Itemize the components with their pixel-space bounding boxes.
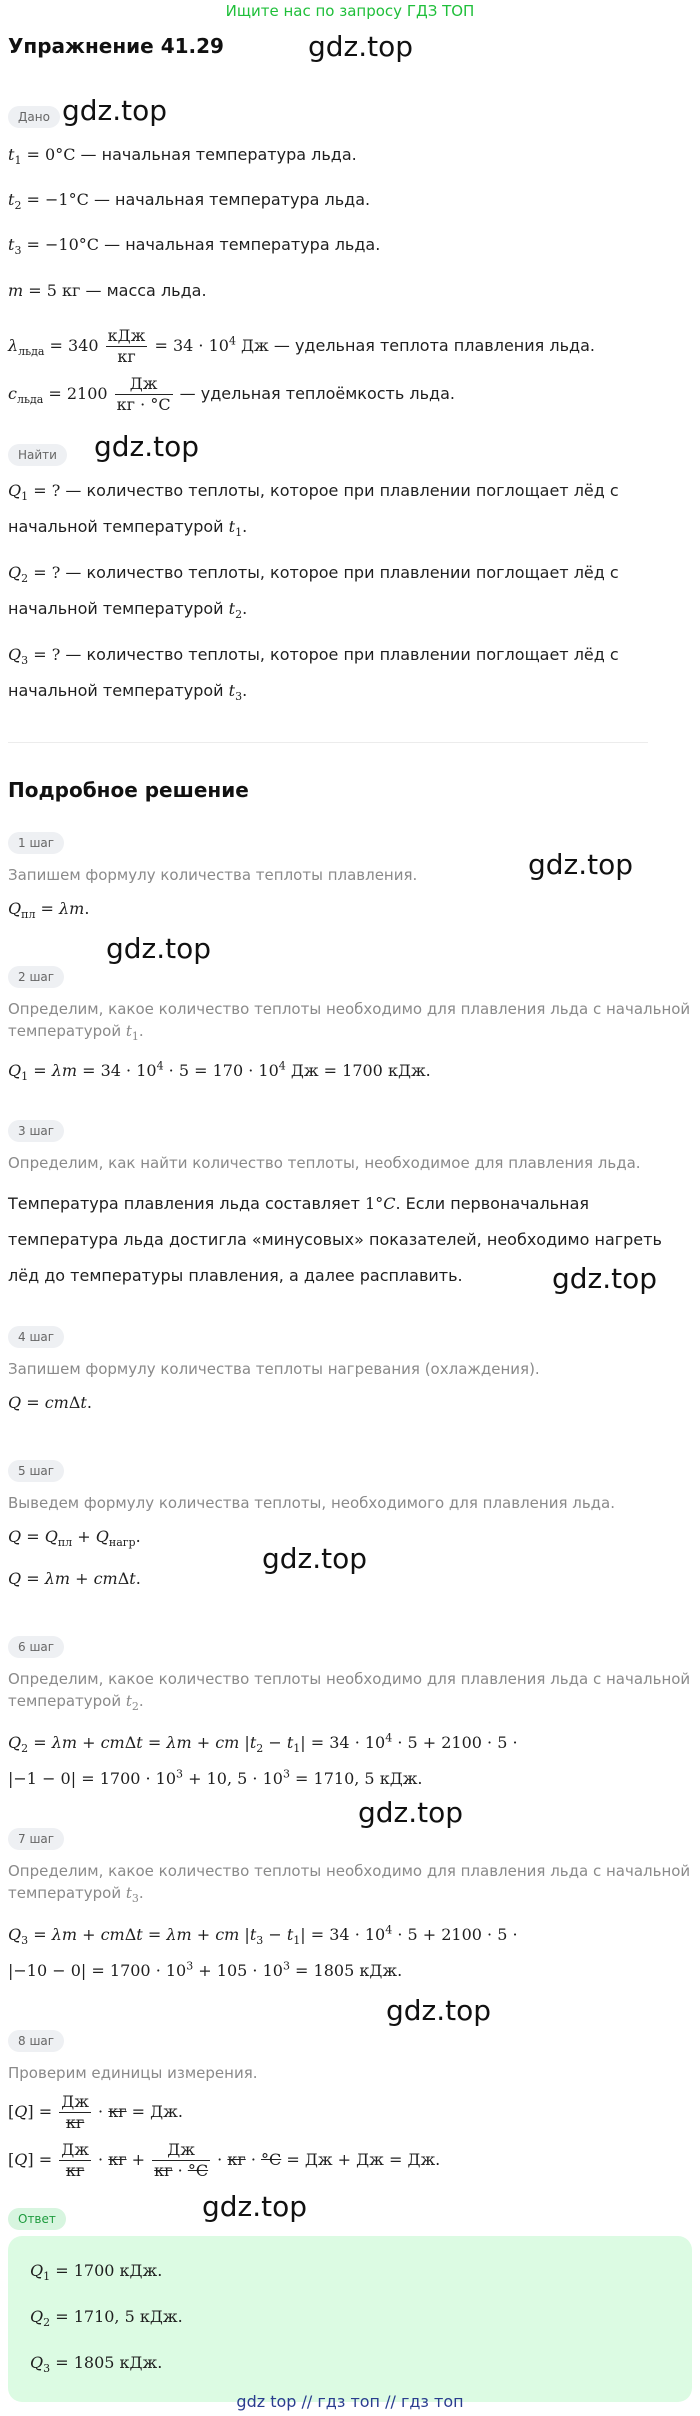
given-t1: $t_1 = 0^\circ C$ — начальная температура льда. (8, 145, 357, 168)
badge-answer: Ответ (8, 2208, 66, 2230)
answer-q2: $Q_2 = 1710$, 5 кДж. (30, 2307, 183, 2330)
given-c: $c_{льда} = 2100$ $\frac{Дж}{кг \cdot ^\circ C}$ — удельная теплоёмкость льда. (8, 374, 455, 414)
step7-text-line2: температурой $t_3$. (8, 1884, 144, 1905)
watermark: gdz.top (94, 430, 200, 463)
step3-text: Определим, как найти количество теплоты, необходимое для плавления льда. (8, 1154, 641, 1172)
divider (8, 742, 648, 743)
find-q1-line2: начальной температурой $t_1$. (8, 517, 248, 540)
top-banner[interactable]: Ищите нас по запросу ГДЗ ТОП (225, 2, 475, 20)
find-q2-line2: начальной температурой $t_2$. (8, 599, 248, 622)
badge-step8: 8 шаг (8, 2030, 64, 2052)
given-t3: $t_3 = -10^\circ C$ — начальная температура льда. (8, 235, 381, 258)
watermark: gdz.top (202, 2190, 308, 2223)
step8-formula2: [Q] = $\frac{Дж}{кг}$ · кг + $\frac{Дж}{кг \cdot ^\circ C}$ · кг · °C = Дж + Дж = Дж. (8, 2140, 441, 2180)
step2-text-line2: температурой $t_1$. (8, 1022, 144, 1043)
answer-box (8, 2236, 692, 2402)
step5-formula1: $Q = Q_{пл} + Q_{нагр}$. (8, 1527, 141, 1550)
step6-text-line1: Определим, какое количество теплоты необходимо для плавления льда с начальной (8, 1670, 691, 1688)
watermark: gdz.top (106, 932, 212, 965)
badge-step7: 7 шаг (8, 1828, 64, 1850)
watermark: gdz.top (62, 94, 168, 127)
badge-find: Найти (8, 444, 67, 466)
bottom-links[interactable]: gdz top // гдз топ // гдз топ (236, 2392, 464, 2411)
step4-formula: Q = cmΔt. (8, 1393, 92, 1412)
find-q2-line1: $Q_2$ = ? — количество теплоты, которое при плавлении поглощает лёд с (8, 563, 619, 586)
answer-q3: $Q_3 = 1805$ кДж. (30, 2353, 163, 2376)
step4-text: Запишем формулу количества теплоты нагревания (охлаждения). (8, 1360, 540, 1378)
watermark: gdz.top (262, 1542, 368, 1575)
find-q1-line1: $Q_1$ = ? — количество теплоты, которое при плавлении поглощает лёд с (8, 481, 619, 504)
step2-text-line1: Определим, какое количество теплоты необходимо для плавления льда с начальной (8, 1000, 691, 1018)
find-q3-line1: $Q_3$ = ? — количество теплоты, которое при плавлении поглощает лёд с (8, 645, 619, 668)
watermark: gdz.top (386, 1994, 492, 2027)
step1-formula: $Q_{пл} = \lambda m$. (8, 899, 90, 922)
step3-body-line2: температура льда достигла «минусовых» показателей, необходимо нагреть (8, 1230, 662, 1249)
step8-formula1: [Q] = $\frac{Дж}{кг}$ · кг = Дж. (8, 2092, 183, 2132)
badge-given: Дано (8, 106, 60, 128)
step3-body-line1: Температура плавления льда составляет 1°C. Если первоначальная (8, 1194, 589, 1213)
step7-text-line1: Определим, какое количество теплоты необходимо для плавления льда с начальной (8, 1862, 691, 1880)
step6-text-line2: температурой $t_2$. (8, 1692, 144, 1713)
step2-formula: $Q_1 = \lambda m = 34 \cdot 10^4 \cdot 5 = 170 \cdot 10^4$ Дж = 1700 кДж. (8, 1060, 431, 1084)
step6-formula-line2: $|-1 - 0| = 1700 \cdot 10^3 + 10$, $5 \cdot 10^3 = 1710$, 5 кДж. (8, 1768, 423, 1789)
watermark: gdz.top (552, 1262, 658, 1295)
answer-q1: $Q_1 = 1700$ кДж. (30, 2261, 163, 2284)
step8-text: Проверим единицы измерения. (8, 2064, 258, 2082)
badge-step5: 5 шаг (8, 1460, 64, 1482)
given-lambda: $\lambda_{льда} = 340$ $\frac{\text{кДж}}{кг}$ = $34 \cdot 10^4$ Дж — удельная теплота плавления льда. (8, 326, 595, 366)
step5-text: Выведем формулу количества теплоты, необходимого для плавления льда. (8, 1494, 615, 1512)
page-title: Упражнение 41.29 (8, 34, 224, 58)
badge-step3: 3 шаг (8, 1120, 64, 1142)
step3-body-line3: лёд до температуры плавления, а далее расплавить. (8, 1266, 463, 1285)
step7-formula-line1: $Q_3 = \lambda m + cm\Delta t = \lambda m$ + cm $|t_3 - t_1| = 34 \cdot 10^4 \cdot 5 + 2100 \cdot 5$ · (8, 1924, 518, 1948)
given-t2: $t_2 = -1^\circ C$ — начальная температура льда. (8, 190, 371, 213)
given-m: m = 5 кг — масса льда. (8, 281, 207, 300)
find-q3-line2: начальной температурой $t_3$. (8, 681, 248, 704)
badge-step2: 2 шаг (8, 966, 64, 988)
badge-step4: 4 шаг (8, 1326, 64, 1348)
step5-formula2: Q = λm + cmΔt. (8, 1569, 141, 1588)
step1-text: Запишем формулу количества теплоты плавления. (8, 866, 418, 884)
watermark: gdz.top (308, 30, 414, 63)
step6-formula-line1: $Q_2 = \lambda m + cm\Delta t = \lambda m$ + cm $|t_2 - t_1| = 34 \cdot 10^4 \cdot 5 + 2100 \cdot 5$ · (8, 1732, 518, 1756)
solution-heading: Подробное решение (8, 778, 249, 802)
watermark: gdz.top (358, 1796, 464, 1829)
badge-step6: 6 шаг (8, 1636, 64, 1658)
watermark: gdz.top (528, 848, 634, 881)
step7-formula-line2: $|-10 - 0| = 1700 \cdot 10^3 + 105 \cdot 10^3 = 1805$ кДж. (8, 1960, 403, 1981)
badge-step1: 1 шаг (8, 832, 64, 854)
